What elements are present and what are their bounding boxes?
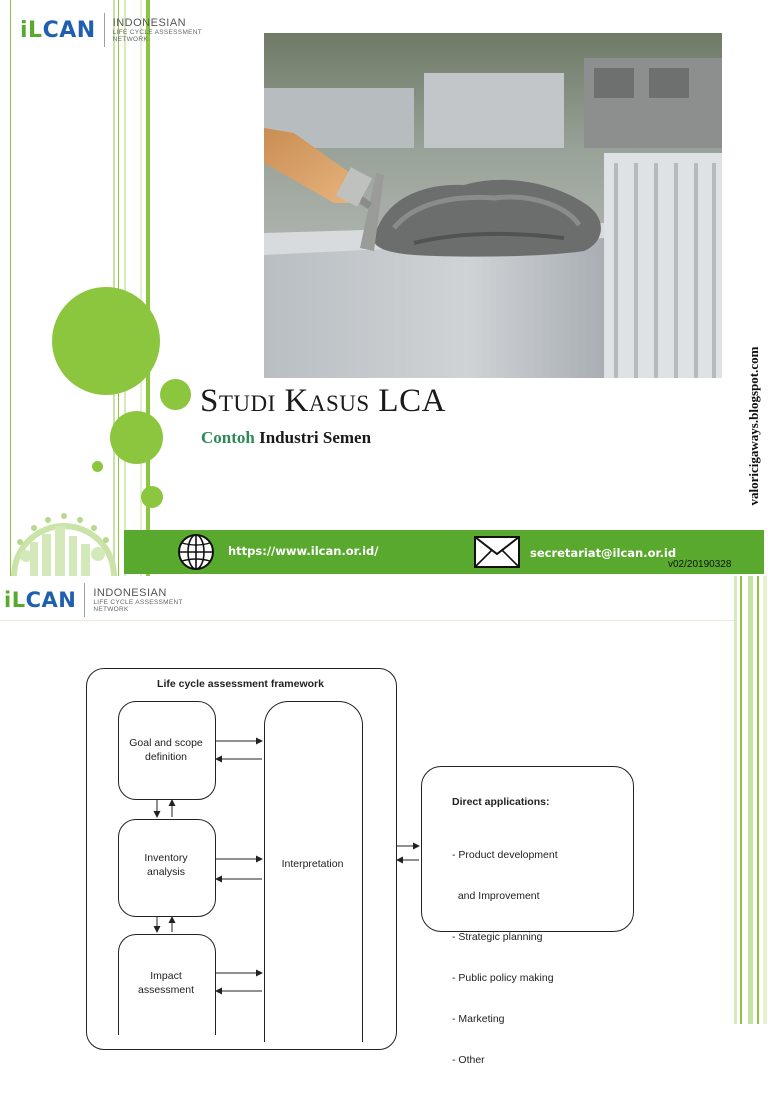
- subtitle-text: Industri Semen: [259, 428, 372, 447]
- logo-line-2: LIFE CYCLE ASSESSMENT: [93, 598, 183, 606]
- website-link[interactable]: https://www.ilcan.or.id/: [228, 544, 379, 558]
- decor-line: [10, 0, 11, 576]
- decor-circle: [110, 411, 163, 464]
- goal-label-line-1: Goal and scope: [129, 737, 203, 749]
- subtitle-highlight: Contoh: [201, 428, 255, 447]
- decor-circle-small: [92, 461, 103, 472]
- slide-title: Studi Kasus LCA: [200, 383, 446, 419]
- list-item: - Strategic planning: [452, 931, 543, 944]
- logo-letter-l: L: [28, 17, 43, 43]
- ilcan-logo: [20, 12, 202, 48]
- logo-letter-i: i: [20, 17, 29, 43]
- logo-subtitle: [113, 17, 202, 43]
- framework-title: Life cycle assessment framework: [157, 678, 324, 690]
- decor-line: [740, 576, 742, 1024]
- lca-framework-slide: [0, 576, 768, 1066]
- decor-line: [748, 576, 753, 1024]
- email-link[interactable]: secretariat@ilcan.or.id: [530, 546, 677, 560]
- goal-label-line-2: definition: [144, 751, 188, 764]
- framework-arrows: [0, 576, 734, 1024]
- logo-letters-can: CAN: [42, 17, 96, 43]
- decor-circle: [141, 486, 163, 508]
- decor-line: [757, 576, 759, 1024]
- logo-wordmark: [20, 18, 96, 43]
- logo-letter-i: i: [4, 588, 12, 612]
- logo-line-3: NETWORK: [93, 606, 129, 614]
- logo-letters-can: CAN: [25, 588, 77, 612]
- inventory-label-line-2: analysis: [147, 866, 185, 879]
- list-item: - Product development: [452, 849, 558, 862]
- impact-label-line-1: Impact: [150, 970, 182, 982]
- logo-line-1: INDONESIAN: [112, 16, 187, 29]
- logo-letter-l: L: [11, 588, 26, 612]
- interpretation-label: Interpretation: [281, 858, 344, 870]
- slide-subtitle: [201, 428, 371, 448]
- logo-line-1: INDONESIAN: [93, 586, 167, 599]
- envelope-icon: [474, 536, 520, 568]
- decor-circle-large: [52, 287, 160, 395]
- globe-icon: [176, 533, 216, 571]
- vertical-blog-url: valoricigaways.blogspot.com: [746, 346, 761, 506]
- decor-line: [734, 576, 737, 1024]
- decor-line: [124, 0, 126, 576]
- inventory-label-line-1: Inventory: [144, 852, 188, 864]
- logo-divider: [104, 13, 105, 47]
- decor-circle: [160, 379, 191, 410]
- list-item: - Marketing: [452, 1012, 505, 1025]
- list-item: - Public policy making: [452, 972, 554, 985]
- impact-label-line-2: assessment: [137, 984, 195, 997]
- logo-line-2: LIFE CYCLE ASSESSMENT: [112, 28, 203, 36]
- decor-line: [140, 0, 142, 576]
- version-label: v02/20190328: [668, 559, 732, 570]
- list-item: - Other: [452, 1053, 485, 1066]
- green-city-emblem: [8, 512, 120, 576]
- logo-line-3: NETWORK: [112, 36, 148, 44]
- applications-title: Direct applications:: [452, 796, 550, 808]
- cement-trowel-photo: [264, 33, 722, 378]
- decor-line: [763, 576, 767, 1024]
- list-item: and Improvement: [452, 890, 540, 903]
